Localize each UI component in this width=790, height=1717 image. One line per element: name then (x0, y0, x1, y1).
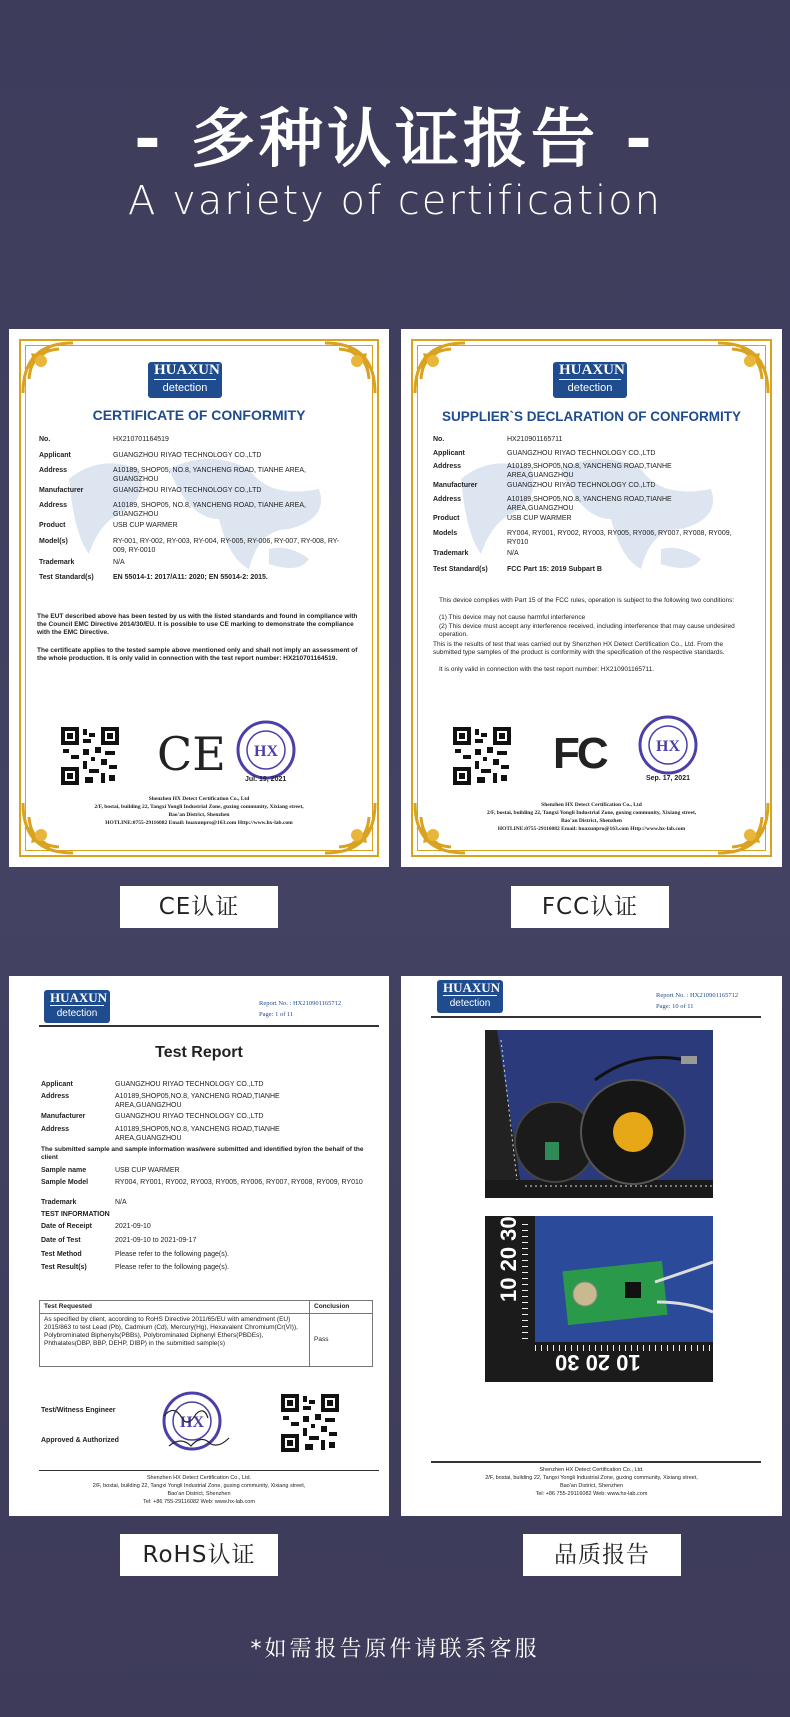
cert-applicant (433, 449, 753, 458)
field-value: GUANGZHOU RIYAO TECHNOLOGY CO.,LTD (507, 450, 656, 457)
ornament-corner-icon (19, 339, 77, 397)
field-label: Model(s) (39, 538, 68, 545)
field-value: HX210901165711 (507, 436, 563, 443)
field-value: EN 55014-1: 2017/A11: 2020; EN 55014-2: 2015. (113, 574, 268, 581)
page-subtitle: A variety of certification (128, 178, 662, 224)
field-label: No. (39, 436, 51, 443)
report-number: Report No. : HX210901165712 (656, 992, 739, 999)
huaxun-logo (148, 362, 222, 398)
report-footer (9, 1474, 389, 1506)
ornament-corner-icon (321, 339, 379, 397)
field-value: RY004, RY001, RY002, RY003, RY005, RY006, RY007, RY008, RY009, RY010 (115, 1179, 363, 1186)
footer-line: Shenzhen HX Detect Certification Co., Ltd. (146, 1475, 252, 1481)
seal-stamp-icon (637, 714, 699, 776)
cert-address (433, 462, 713, 480)
field-label: Applicant (39, 452, 71, 459)
field-value: USB CUP WARMER (507, 515, 572, 522)
cert-models (39, 537, 349, 555)
cert-manufacturer (433, 481, 753, 490)
logo-subtext: detection (162, 382, 208, 394)
field-value: 2021-09-10 (115, 1223, 151, 1230)
submitted-note: The submitted sample and sample information was/were submitted and identified by/on the behalf of the client (41, 1146, 364, 1161)
cert-manufacturer (39, 486, 359, 495)
field-value: A10189, SHOP05, NO.8, YANCHENG ROAD, TIANHE AREA, GUANGZHOU (113, 467, 306, 483)
field-label: Manufacturer (41, 1113, 86, 1120)
cert-standard (39, 573, 309, 582)
divider (39, 1470, 379, 1471)
field-value: GUANGZHOU RIYAO TECHNOLOGY CO.,LTD (507, 482, 656, 489)
logo-text: HUAXUN (559, 362, 625, 378)
footer-line: 2/F, bostai, building 22, Tangxi Yongli Industrial Zone, guxing community, Xixiang street, (485, 1475, 698, 1481)
cert-trademark (39, 558, 359, 567)
huaxun-logo (44, 990, 110, 1023)
logo-subtext: detection (56, 1008, 98, 1019)
cert-no (433, 435, 753, 444)
certificate-heading: SUPPLIER`S DECLARATION OF CONFORMITY (442, 409, 741, 424)
table-header-cell: Conclusion (310, 1301, 373, 1314)
cert-paragraph: (1) This device may not cause harmful interference (439, 614, 586, 621)
cert-trademark (433, 549, 753, 558)
field-value: A10189,SHOP05,NO.8, YANCHENG ROAD,TIANHE AREA,GUANGZHOU (507, 496, 672, 512)
fcc-label: FCC认证 (511, 886, 669, 928)
field-label: Trademark (39, 559, 75, 566)
logo-text: HUAXUN (154, 362, 220, 378)
table-row (40, 1314, 373, 1367)
field-label: Manufacturer (433, 482, 478, 489)
footer-line: 2/F, bostai, building 22, Tangxi Yongli Industrial Zone, guxing community, Xixiang street, (92, 1483, 306, 1489)
cert-paragraph: This is the results of test that was carried out by Shenzhen HX Detect Certification Co., Ltd. From the submitted type samples of the product is conformity with the specification of the respective standards. (433, 641, 725, 656)
logo-text: HUAXUN (443, 980, 501, 995)
report-test-date (41, 1236, 361, 1245)
cert-address-2 (433, 495, 713, 513)
rohs-label: RoHS认证 (120, 1534, 278, 1576)
footer-line: 2/F, bostai, building 22, Tangxi Yongli Industrial Zone, guxing community, Xixiang street, (486, 810, 697, 816)
ce-mark: CE (157, 727, 226, 781)
field-label: Sample name (41, 1167, 87, 1174)
cert-paragraph: (2) This device must accept any interference received, including interference that may cause undesired operation. (439, 623, 735, 638)
certificate-heading: CERTIFICATE OF CONFORMITY (92, 407, 306, 423)
field-label: Date of Receipt (41, 1223, 92, 1230)
field-label: Manufacturer (39, 487, 84, 494)
test-table (39, 1300, 373, 1367)
field-value: GUANGZHOU RIYAO TECHNOLOGY CO.,LTD (115, 1113, 264, 1120)
field-label: Address (433, 463, 462, 470)
cert-footer (9, 795, 389, 827)
field-label: Test Standard(s) (39, 574, 94, 581)
cert-paragraph: It is only valid in connection with the test report number: HX210901165711. (439, 666, 655, 673)
report-method (41, 1250, 361, 1259)
report-sample-model (41, 1178, 367, 1187)
field-value: Please refer to the following page(s). (115, 1251, 230, 1258)
cert-date: Jul. 19, 2021 (245, 776, 287, 783)
field-label: Models (433, 530, 458, 537)
footer-line: HOTLINE:0755-29116082 Email: huaxunpro@163.com Http://www.hx-lab.com (497, 826, 686, 832)
svg-text:HX: HX (180, 1414, 204, 1431)
huaxun-logo (437, 980, 503, 1013)
field-label: Test Standard(s) (433, 566, 488, 573)
report-receipt (41, 1222, 361, 1231)
field-value: USB CUP WARMER (113, 522, 178, 529)
cert-models (433, 529, 749, 547)
contact-note: *如需报告原件请联系客服 (250, 1637, 540, 1662)
field-label: Date of Test (41, 1237, 81, 1244)
report-footer (401, 1466, 782, 1498)
field-value: N/A (115, 1199, 127, 1206)
cert-address (39, 466, 349, 484)
svg-text:HX: HX (254, 743, 278, 760)
cert-product (39, 521, 359, 530)
field-value: GUANGZHOU RIYAO TECHNOLOGY CO.,LTD (113, 452, 262, 459)
field-label: Applicant (433, 450, 465, 457)
field-label: Product (433, 515, 460, 522)
signature-icon (159, 1396, 239, 1456)
page-number: Page: 10 of 11 (656, 1003, 694, 1010)
table-cell: Pass (310, 1314, 373, 1367)
svg-text:HX: HX (656, 738, 680, 755)
field-value: RY004, RY001, RY002, RY003, RY005, RY006, RY007, RY008, RY009, RY010 (507, 530, 732, 546)
quality-report-label: 品质报告 (523, 1534, 681, 1576)
ornament-corner-icon (411, 339, 469, 397)
field-value: Please refer to the following page(s). (115, 1264, 230, 1271)
footer-line: 2/F, bostai, building 22, Tangxi Yongli Industrial Zone, guxing community, Xixiang street, (94, 804, 304, 810)
field-label: Address (433, 496, 462, 503)
page-title: - 多种认证报告 - (134, 103, 656, 177)
report-meta (259, 998, 341, 1020)
field-value: FCC Part 15: 2019 Subpart B (507, 566, 602, 573)
logo-subtext: detection (449, 998, 491, 1009)
report-address (41, 1092, 311, 1110)
divider (431, 1016, 761, 1018)
field-label: Sample Model (41, 1179, 89, 1186)
ruler-label-vertical: 10 20 30 (496, 1216, 521, 1302)
table-header-row (40, 1301, 373, 1314)
fcc-certificate[interactable] (401, 329, 782, 867)
report-manufacturer (41, 1112, 361, 1121)
seal-stamp-icon (235, 719, 297, 781)
cert-applicant (39, 451, 359, 460)
cert-address-2 (39, 501, 349, 519)
footer-line: Tel: +86 755-29116082 Web: www.hx-lab.com (535, 1491, 648, 1497)
page-number: Page: 1 of 11 (259, 1011, 294, 1018)
field-label: Test Method (41, 1251, 82, 1258)
qr-code-icon (281, 1394, 339, 1452)
footer-line: Bao'an District, Shenzhen (561, 818, 622, 824)
product-photo-top (485, 1030, 713, 1198)
rohs-test-report[interactable] (9, 976, 389, 1516)
field-label: No. (433, 436, 445, 443)
cup-warmer-photo-icon (485, 1030, 713, 1198)
report-result (41, 1263, 361, 1272)
approved-label: Approved & Authorized (41, 1437, 119, 1444)
field-value: A10189,SHOP05,NO.8, YANCHENG ROAD,TIANHE AREA,GUANGZHOU (115, 1126, 280, 1142)
field-value: N/A (113, 559, 125, 566)
field-value: USB CUP WARMER (115, 1167, 180, 1174)
divider (431, 1461, 761, 1463)
table-header-cell: Test Requested (40, 1301, 310, 1314)
field-value: 2021-09-10 to 2021-09-17 (115, 1237, 197, 1244)
field-label: Trademark (433, 550, 469, 557)
footer-line: Tel: +86 755-29116082 Web: www.hx-lab.com (143, 1499, 255, 1505)
field-value: A10189,SHOP05,NO.8, YANCHENG ROAD,TIANHE AREA,GUANGZHOU (507, 463, 672, 479)
footer-line: Shenzhen HX Detect Certification Co., Ltd (148, 796, 250, 802)
logo-text: HUAXUN (50, 990, 108, 1005)
quality-report[interactable] (401, 976, 782, 1516)
divider (39, 1025, 379, 1027)
test-information-heading: TEST INFORMATION (41, 1211, 110, 1218)
ornament-corner-icon (714, 339, 772, 397)
fcc-mark: FC (553, 729, 606, 778)
field-value: A10189, SHOP05, NO.8, YANCHENG ROAD, TIANHE AREA, GUANGZHOU (113, 502, 306, 518)
table-cell: As specified by client, according to RoHS Directive 2011/65/EU with amendment (EU) 2015/863 to test Lead (Pb), Cadmium (Cd), Mercury(Hg), Hexavalent Chromium(Cr(VI)), Polybrominated Biphenyls(PBBs), Polybrominated Diphenyl Ethers(PBDEs), Phthalates(DBP, BBP, DEHP, DIBP) in the submitted sample(s) (40, 1314, 310, 1367)
field-value: GUANGZHOU RIYAO TECHNOLOGY CO.,LTD (115, 1081, 264, 1088)
footer-line: Bao'an District, Shenzhen (167, 1491, 231, 1497)
footer-line: HOTLINE:0755-29116082 Email: huaxunpro@163.com Http://www.hx-lab.com (105, 820, 293, 826)
footer-line: Shenzhen HX Detect Certification Co., Ltd. (539, 1467, 644, 1473)
product-photo-bottom (485, 1216, 713, 1382)
report-meta (656, 990, 738, 1012)
footer-line: Bao'an District, Shenzhen (559, 1483, 624, 1489)
logo-subtext: detection (567, 382, 613, 394)
report-title: Test Report (155, 1044, 243, 1061)
field-label: Address (39, 502, 68, 509)
field-value: N/A (507, 550, 519, 557)
qr-code-icon (61, 727, 119, 785)
field-label: Trademark (41, 1199, 77, 1206)
cert-product (433, 514, 753, 523)
ce-label: CE认证 (120, 886, 278, 928)
cert-paragraph: This device complies with Part 15 of the FCC rules, operation is subject to the following two conditions: (439, 597, 735, 604)
cert-date: Sep. 17, 2021 (646, 775, 690, 782)
field-label: Applicant (41, 1081, 73, 1088)
qr-code-icon (453, 727, 511, 785)
ce-certificate[interactable] (9, 329, 389, 867)
report-address-2 (41, 1125, 311, 1143)
cert-no (39, 435, 359, 444)
cert-paragraph: The certificate applies to the tested sample above mentioned only and shall not imply an assessment of the whole production. It is only valid in connection with the test report number: HX210701164519. (37, 647, 358, 662)
report-applicant (41, 1080, 361, 1089)
cert-paragraph: The EUT described above has been tested by us with the listed standards and found in compliance with the Council EMC Directive 2014/30/EU. It is possible to use CE marking to demonstrate the compliance with the EMC Directive. (37, 613, 358, 636)
field-label: Address (41, 1126, 70, 1133)
footer-line: Shenzhen HX Detect Certification Co., Ltd (541, 802, 642, 808)
field-label: Test Result(s) (41, 1264, 87, 1271)
report-trademark (41, 1198, 361, 1207)
field-label: Product (39, 522, 66, 529)
report-sample-name (41, 1166, 361, 1175)
field-value: RY-001, RY-002, RY-003, RY-004, RY-005, RY-006, RY-007, RY-008, RY-009, RY-0010 (113, 538, 340, 554)
ruler-label-horizontal: 10 20 30 (555, 1350, 641, 1375)
cert-standard (433, 565, 753, 574)
huaxun-logo (553, 362, 627, 398)
report-number: Report No. : HX210901165712 (259, 1000, 342, 1007)
cert-footer (401, 801, 782, 833)
field-value: HX21070116451​9 (113, 436, 169, 443)
field-value: GUANGZHOU RIYAO TECHNOLOGY CO.,LTD (113, 487, 262, 494)
field-label: Address (39, 467, 68, 474)
field-value: A10189,SHOP05,NO.8, YANCHENG ROAD,TIANHE AREA,GUANGZHOU (115, 1093, 280, 1109)
engineer-label: Test/Witness Engineer (41, 1407, 116, 1414)
footer-line: Bao'an District, Shenzhen (168, 812, 230, 818)
field-label: Address (41, 1093, 70, 1100)
